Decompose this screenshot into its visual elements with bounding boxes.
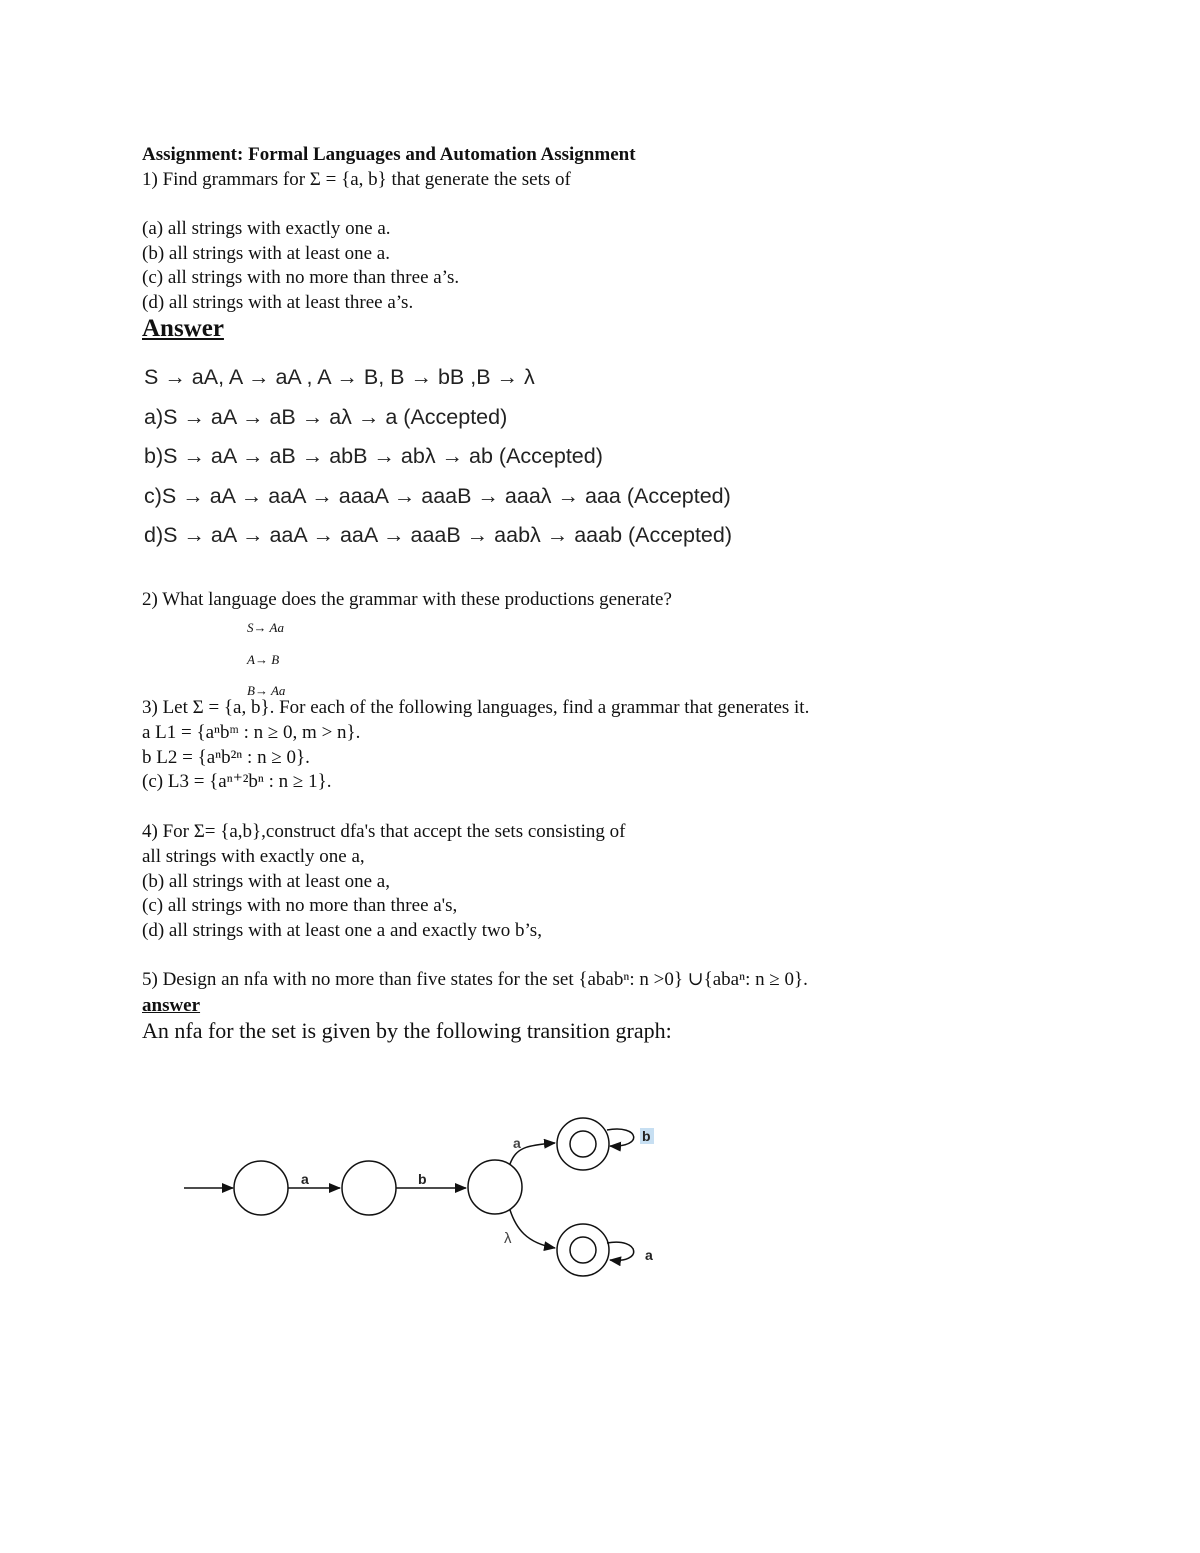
question-4-prompt: 4) For Σ= {a,b},construct dfa's that accept the sets consisting of — [142, 821, 626, 842]
transition-q2-lower — [510, 1210, 555, 1248]
question-5-prompt: 5) Design an nfa with no more than five states for the set {ababⁿ: n >0} ∪{abaⁿ: n ≥ 0}. — [142, 969, 808, 990]
question-1-prompt: 1) Find grammars for Σ = {a, b} that generate the sets of — [142, 169, 571, 190]
edge-label: a — [645, 1247, 653, 1263]
derivation-line: d)S → aA → aaA → aaA → aaaB → aabλ → aaab (Accepted) — [144, 523, 732, 548]
question-4-items — [142, 845, 542, 943]
q1-item: (b) all strings with at least one a. — [142, 242, 390, 264]
q1-item: (a) all strings with exactly one a. — [142, 218, 391, 239]
edge-label: a — [301, 1171, 309, 1187]
q1-item: (c) all strings with no more than three a’s. — [142, 267, 460, 288]
q4-item: (d) all strings with at least one a and exactly two b’s, — [142, 919, 542, 941]
question-5-answer-label: answer — [142, 995, 201, 1016]
q4-item: (b) all strings with at least one a, — [142, 870, 390, 892]
edge-label: λ — [504, 1230, 512, 1247]
derivation-line: c)S → aA → aaA → aaaA → aaaB → aaaλ → aaa (Accepted) — [144, 483, 731, 508]
state-q0 — [234, 1161, 288, 1215]
edge-label: b — [418, 1171, 427, 1187]
q3-item: (c) L3 = {aⁿ⁺²bⁿ : n ≥ 1}. — [142, 771, 332, 792]
production: S→ Aa — [247, 620, 284, 635]
question-2-prompt: 2) What language does the grammar with these productions generate? — [142, 589, 672, 610]
production: B→ Aa — [247, 683, 286, 698]
derivation-line: b)S → aA → aB → abB → abλ → ab (Accepted) — [144, 444, 603, 469]
derivation-line: a)S → aA → aB → aλ → a (Accepted) — [144, 404, 508, 429]
self-loop-upper — [607, 1129, 634, 1146]
q3-item: b L2 = {aⁿb²ⁿ : n ≥ 0}. — [142, 746, 310, 768]
answer-heading: Answer — [142, 315, 224, 342]
q4-item: (c) all strings with no more than three a's, — [142, 895, 458, 916]
assignment-title: Assignment: Formal Languages and Automation Assignment — [142, 144, 636, 165]
state-q2 — [468, 1160, 522, 1214]
derivation-line: S → aA, A → aA , A → B, B → bB ,B → λ — [144, 365, 535, 389]
q1-item: (d) all strings with at least three a’s. — [142, 291, 414, 313]
self-loop-lower — [607, 1242, 634, 1260]
q3-item: a L1 = {aⁿbᵐ : n ≥ 0, m > n}. — [142, 722, 361, 743]
question-2-productions — [247, 612, 285, 707]
question-5-answer-text: An nfa for the set is given by the following transition graph: — [142, 1018, 672, 1043]
accept-state-upper — [557, 1118, 609, 1170]
question-3-prompt: 3) Let Σ = {a, b}. For each of the following languages, find a grammar that generates it. — [142, 697, 810, 718]
production: A→ B — [247, 651, 280, 667]
question-3-items — [142, 721, 360, 795]
answer-derivations — [144, 358, 732, 556]
edge-label: b — [642, 1128, 651, 1144]
nfa-transition-graph — [170, 1100, 690, 1300]
accept-state-lower — [557, 1224, 609, 1276]
q4-item: all strings with exactly one a, — [142, 846, 365, 867]
edge-label: a — [513, 1135, 521, 1151]
state-q1 — [342, 1161, 396, 1215]
question-1-items — [142, 217, 459, 315]
